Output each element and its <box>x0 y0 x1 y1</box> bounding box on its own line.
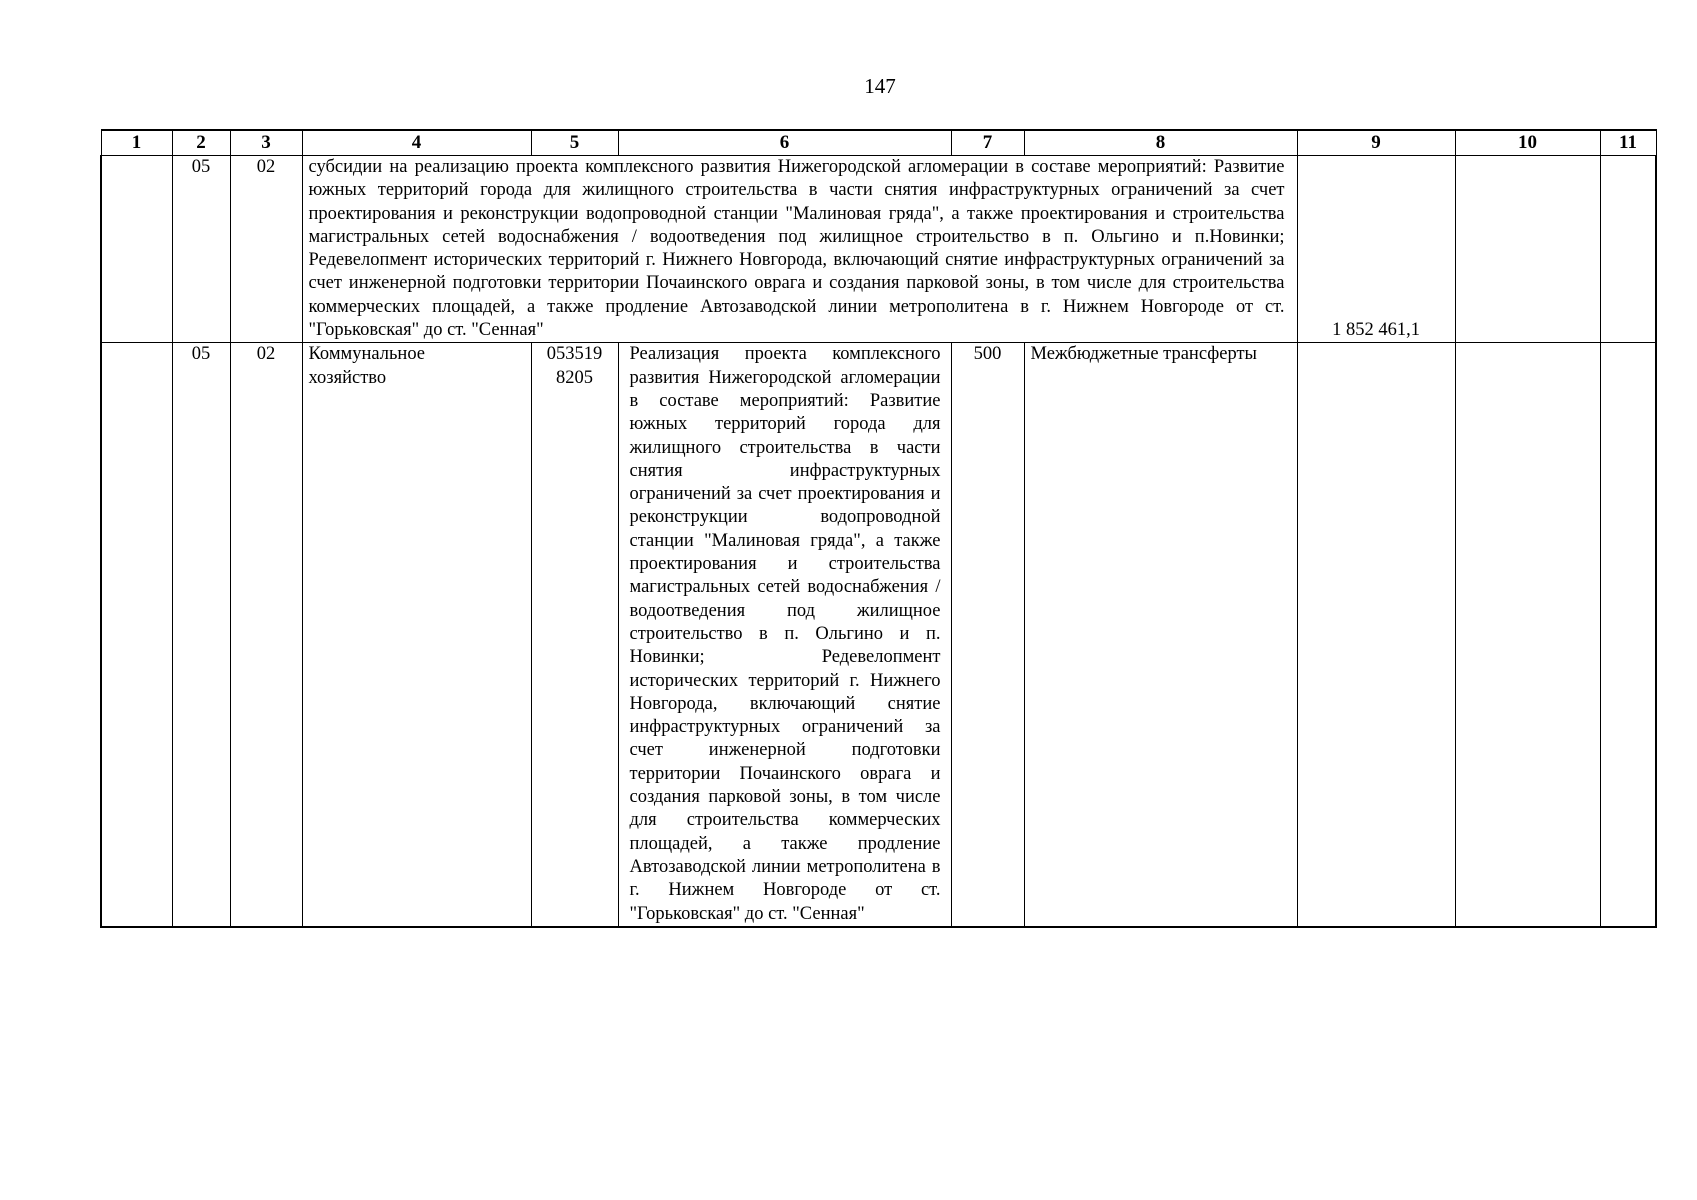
table-row <box>101 156 1656 343</box>
budget-table <box>100 129 1657 928</box>
column-header: 1 <box>101 130 172 156</box>
subsection-code-cell: 02 <box>230 156 302 343</box>
table-cell <box>1600 343 1656 927</box>
expense-type-name-cell: Межбюджетные трансферты <box>1024 343 1297 927</box>
table-cell <box>1455 343 1600 927</box>
table-cell <box>1600 156 1656 343</box>
table-row <box>101 343 1656 927</box>
column-header: 3 <box>230 130 302 156</box>
column-header: 5 <box>531 130 618 156</box>
column-header: 6 <box>618 130 951 156</box>
table-cell <box>101 156 172 343</box>
column-header: 4 <box>302 130 531 156</box>
column-header: 2 <box>172 130 230 156</box>
table-cell <box>1297 343 1455 927</box>
amount-cell: 1 852 461,1 <box>1297 156 1455 343</box>
column-header: 11 <box>1600 130 1656 156</box>
subsidy-description-cell: субсидии на реализацию проекта комплексного развития Нижегородской агломерации в составе мероприятий: Развитие южных территорий города для жилищного строительства в части снятия инфраструктурных ограничений за счет проектирования и реконструкции водопроводной станции "Малиновая гряда", а также проектирования и строительства магистральных сетей водоснабжения / водоотведения под жилищное строительство в п. Ольгино и п.Новинки; Редевелопмент исторических территорий г. Нижнего Новгорода, включающий снятие инфраструктурных ограничений за счет инженерной подготовки территории Почаинского оврага и создания парковой зоны, в том числе для строительства коммерческих площадей, а также продление Автозаводской линии метрополитена в г. Нижнем Новгороде от ст. "Горьковская" до ст. "Сенная" <box>302 156 1297 343</box>
expense-description-cell: Реализация проекта комплексного развития Нижегородской агломерации в составе мероприятий: Развитие южных территорий города для жилищного строительства в части снятия инфраструктурных ограничений за счет проектирования и реконструкции водопроводной станции "Малиновая гряда", а также проектирования и строительства магистральных сетей водоснабжения / водоотведения под жилищное строительство в п. Ольгино и п. Новинки; Редевелопмент исторических территорий г. Нижнего Новгорода, включающий снятие инфраструктурных ограничений за счет инженерной подготовки территории Почаинского оврага и создания парковой зоны, в том числе для строительства коммерческих площадей, а также продление Автозаводской линии метрополитена в г. Нижнем Новгороде от ст. "Горьковская" до ст. "Сенная" <box>618 343 951 927</box>
section-name-cell: Коммунальное хозяйство <box>302 343 531 927</box>
subsection-code-cell: 02 <box>230 343 302 927</box>
column-header: 7 <box>951 130 1024 156</box>
page-number: 147 <box>864 74 896 98</box>
column-header: 9 <box>1297 130 1455 156</box>
expense-type-code-cell: 500 <box>951 343 1024 927</box>
section-code-cell: 05 <box>172 156 230 343</box>
column-header: 8 <box>1024 130 1297 156</box>
table-header-row <box>101 130 1656 156</box>
table-cell <box>1455 156 1600 343</box>
table-cell <box>101 343 172 927</box>
section-code-cell: 05 <box>172 343 230 927</box>
target-code-cell: 053519 8205 <box>531 343 618 927</box>
column-header: 10 <box>1455 130 1600 156</box>
